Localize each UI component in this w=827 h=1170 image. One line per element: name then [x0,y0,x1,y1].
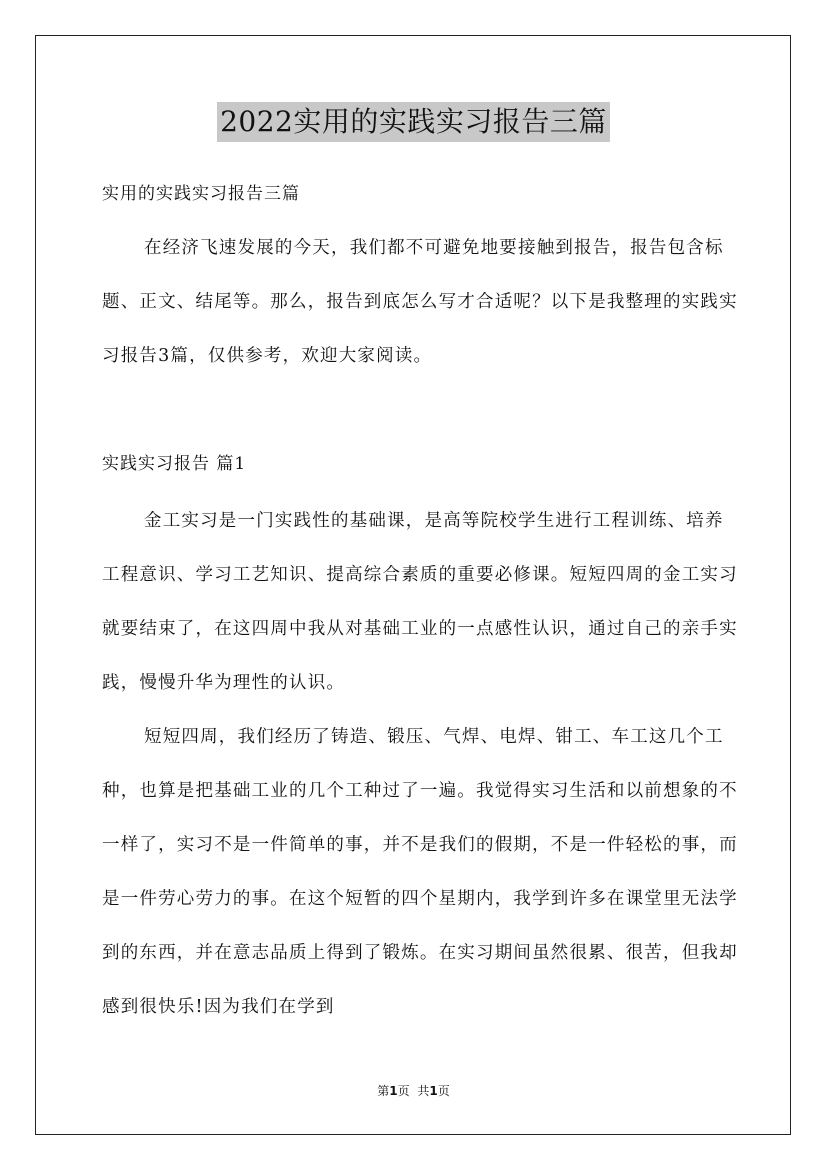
intro-paragraph: 在经济飞速发展的今天，我们都不可避免地要接触到报告，报告包含标题、正文、结尾等。那么，报告到底怎么写才合适呢？以下是我整理的实践实习报告3篇，仅供参考，欢迎大家阅读。 [102,238,738,366]
total-pages: 1 [429,1084,438,1098]
section-heading: 实践实习报告 篇1 [102,454,247,474]
page-footer [0,1083,827,1099]
total-suffix: 页 [437,1084,450,1098]
body-paragraph: 金工实习是一门实践性的基础课，是高等院校学生进行工程训练、培养工程意识、学习工艺知识、提高综合素质的重要必修课。短短四周的金工实习就要结束了，在这四周中我从对基础工业的一点感性认识，通过自己的亲手实践，慢慢升华为理性的认识。 [102,511,738,693]
body-paragraph: 短短四周，我们经历了铸造、锻压、气焊、电焊、钳工、车工这几个工种，也算是把基础工业的几个工种过了一遍。我觉得实习生活和以前想象的不一样了，实习不是一件简单的事，并不是我们的假期，不是一件轻松的事，而是一件劳心劳力的事。在这个短暂的四个星期内，我学到许多在课堂里无法学到的东西，并在意志品质上得到了锻炼。在实习期间虽然很累、很苦，但我却感到很快乐!因为我们在学到 [102,727,738,1017]
document-subtitle: 实用的实践实习报告三篇 [102,184,300,204]
page-number: 1 [389,1084,398,1098]
document-title: 2022实用的实践实习报告三篇 [217,102,610,142]
page-prefix: 第 [377,1084,390,1098]
total-prefix: 共 [417,1084,430,1098]
page-suffix: 页 [397,1084,410,1098]
title-container [0,102,827,142]
